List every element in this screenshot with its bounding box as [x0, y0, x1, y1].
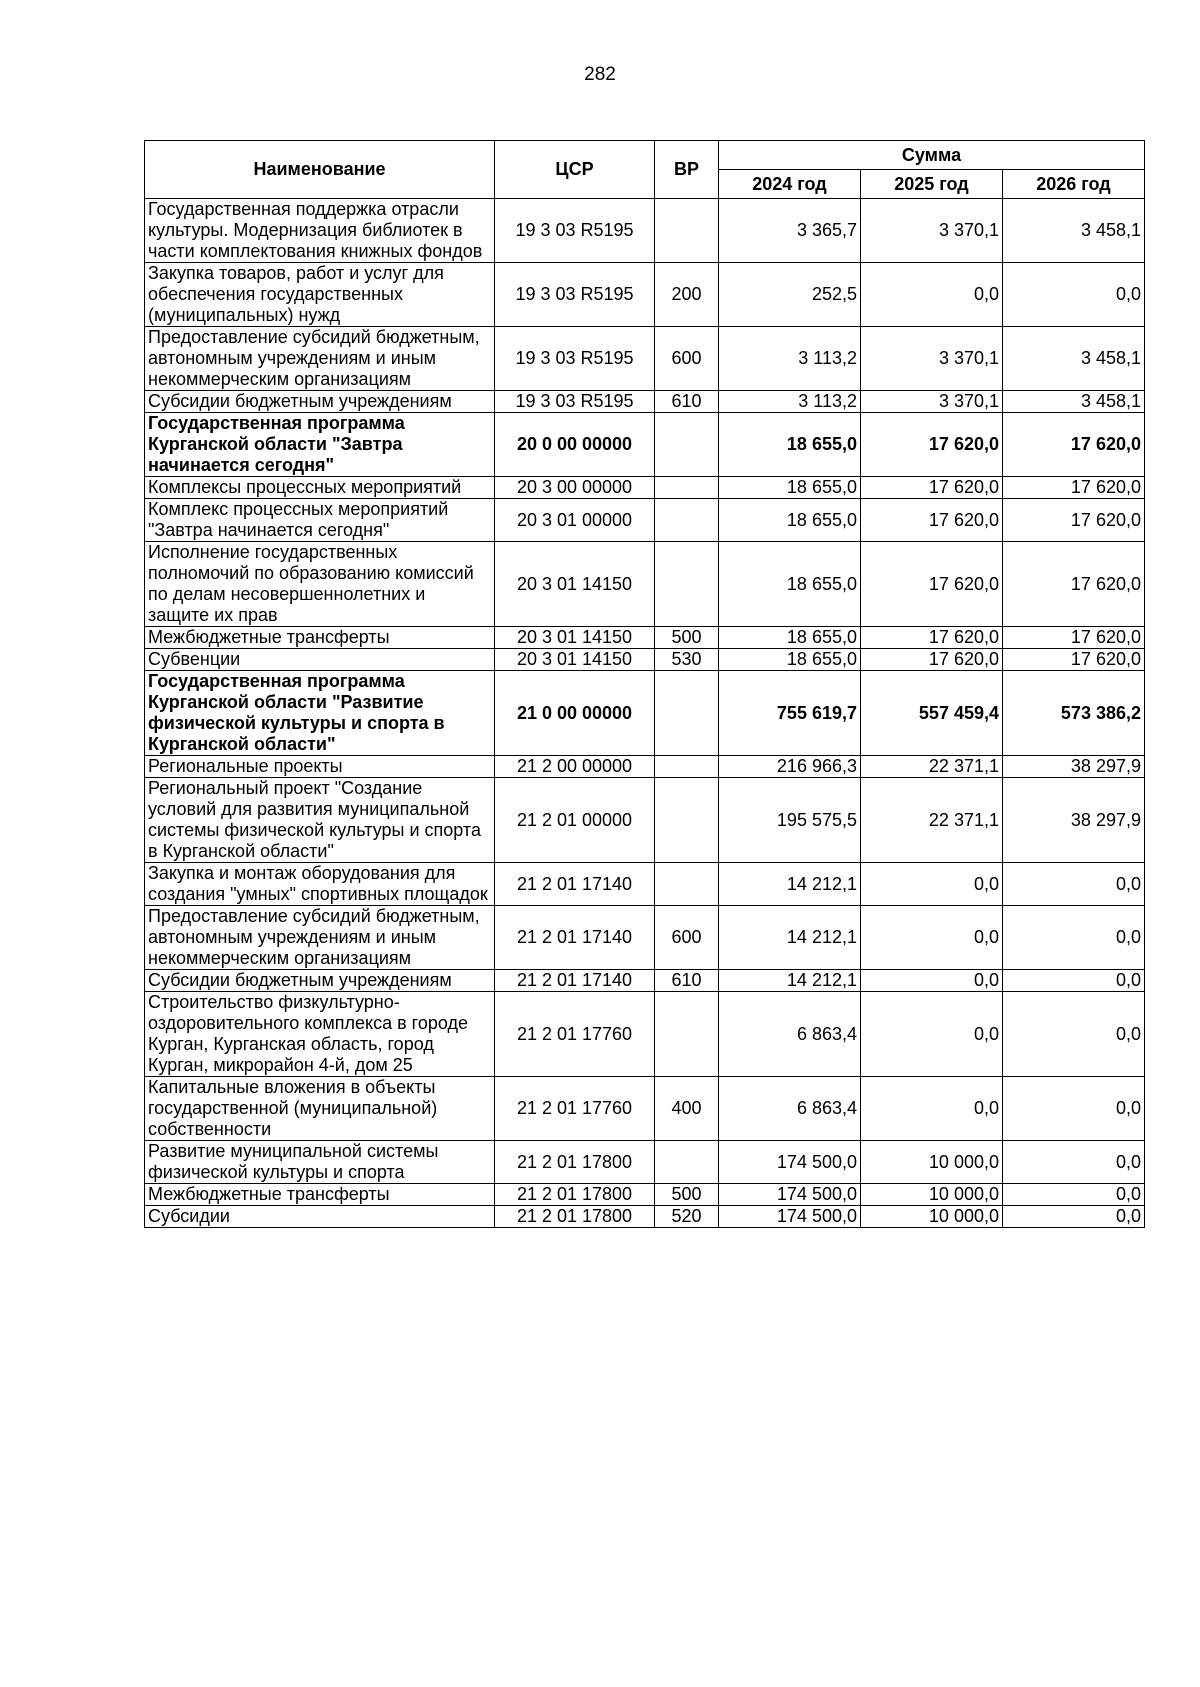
row-vr-cell — [655, 778, 719, 863]
row-csr-cell: 21 2 01 17760 — [495, 1077, 655, 1141]
row-name-cell: Субсидии бюджетным учреждениям — [145, 391, 495, 413]
row-name-cell: Государственная программа Курганской области "Развитие физической культуры и спорта в Курганской области" — [145, 671, 495, 756]
row-name-cell: Комплекс процессных мероприятий "Завтра начинается сегодня" — [145, 499, 495, 542]
row-name-cell: Региональный проект "Создание условий для развития муниципальной системы физической культуры и спорта в Курганской области" — [145, 778, 495, 863]
row-csr-cell: 19 3 03 R5195 — [495, 199, 655, 263]
table-row — [145, 542, 1145, 627]
row-2024-cell: 174 500,0 — [719, 1206, 861, 1228]
row-2024-cell: 195 575,5 — [719, 778, 861, 863]
row-2026-cell: 0,0 — [1003, 863, 1145, 906]
table-row — [145, 649, 1145, 671]
row-2024-cell: 6 863,4 — [719, 992, 861, 1077]
row-vr-cell: 530 — [655, 649, 719, 671]
row-2025-cell: 3 370,1 — [861, 391, 1003, 413]
row-2025-cell: 10 000,0 — [861, 1141, 1003, 1184]
row-2026-cell: 0,0 — [1003, 263, 1145, 327]
row-2025-cell: 10 000,0 — [861, 1184, 1003, 1206]
row-csr-cell: 21 2 00 00000 — [495, 756, 655, 778]
row-2024-cell: 18 655,0 — [719, 649, 861, 671]
row-csr-cell: 20 3 01 14150 — [495, 649, 655, 671]
row-2025-cell: 3 370,1 — [861, 327, 1003, 391]
row-2026-cell: 0,0 — [1003, 1206, 1145, 1228]
row-csr-cell: 20 0 00 00000 — [495, 413, 655, 477]
row-2024-cell: 252,5 — [719, 263, 861, 327]
table-row — [145, 499, 1145, 542]
header-sum: Сумма — [719, 141, 1145, 170]
row-2024-cell: 14 212,1 — [719, 906, 861, 970]
row-csr-cell: 21 2 01 17800 — [495, 1206, 655, 1228]
row-2026-cell: 17 620,0 — [1003, 542, 1145, 627]
table-row — [145, 671, 1145, 756]
table-row — [145, 992, 1145, 1077]
row-2025-cell: 0,0 — [861, 863, 1003, 906]
row-csr-cell: 20 3 01 14150 — [495, 542, 655, 627]
row-2026-cell: 17 620,0 — [1003, 627, 1145, 649]
row-2025-cell: 0,0 — [861, 263, 1003, 327]
row-2025-cell: 0,0 — [861, 1077, 1003, 1141]
row-vr-cell: 200 — [655, 263, 719, 327]
row-2026-cell: 0,0 — [1003, 1184, 1145, 1206]
row-2024-cell: 18 655,0 — [719, 627, 861, 649]
row-csr-cell: 21 2 01 17800 — [495, 1184, 655, 1206]
table-row — [145, 863, 1145, 906]
row-csr-cell: 20 3 01 14150 — [495, 627, 655, 649]
row-name-cell: Государственная поддержка отрасли культуры. Модернизация библиотек в части комплектования книжных фондов — [145, 199, 495, 263]
table-row — [145, 391, 1145, 413]
row-name-cell: Межбюджетные трансферты — [145, 627, 495, 649]
header-name: Наименование — [145, 141, 495, 199]
row-2026-cell: 17 620,0 — [1003, 499, 1145, 542]
row-vr-cell — [655, 477, 719, 499]
row-2026-cell: 573 386,2 — [1003, 671, 1145, 756]
table-header — [145, 141, 1145, 199]
row-2025-cell: 22 371,1 — [861, 756, 1003, 778]
table-row — [145, 970, 1145, 992]
row-name-cell: Субвенции — [145, 649, 495, 671]
row-name-cell: Межбюджетные трансферты — [145, 1184, 495, 1206]
row-2024-cell: 755 619,7 — [719, 671, 861, 756]
row-2025-cell: 17 620,0 — [861, 542, 1003, 627]
header-vr: ВР — [655, 141, 719, 199]
row-2024-cell: 6 863,4 — [719, 1077, 861, 1141]
row-2024-cell: 18 655,0 — [719, 477, 861, 499]
row-2024-cell: 14 212,1 — [719, 863, 861, 906]
row-2026-cell: 0,0 — [1003, 906, 1145, 970]
row-2026-cell: 3 458,1 — [1003, 391, 1145, 413]
row-vr-cell: 500 — [655, 627, 719, 649]
row-name-cell: Субсидии — [145, 1206, 495, 1228]
row-2025-cell: 0,0 — [861, 992, 1003, 1077]
row-csr-cell: 19 3 03 R5195 — [495, 391, 655, 413]
row-2026-cell: 3 458,1 — [1003, 199, 1145, 263]
row-2024-cell: 18 655,0 — [719, 413, 861, 477]
row-2024-cell: 216 966,3 — [719, 756, 861, 778]
row-vr-cell — [655, 542, 719, 627]
row-2026-cell: 0,0 — [1003, 970, 1145, 992]
row-2025-cell: 557 459,4 — [861, 671, 1003, 756]
row-name-cell: Закупка товаров, работ и услуг для обеспечения государственных (муниципальных) нужд — [145, 263, 495, 327]
header-2026: 2026 год — [1003, 170, 1145, 199]
row-2024-cell: 18 655,0 — [719, 499, 861, 542]
row-vr-cell — [655, 863, 719, 906]
row-vr-cell — [655, 413, 719, 477]
row-2025-cell: 0,0 — [861, 906, 1003, 970]
row-csr-cell: 19 3 03 R5195 — [495, 263, 655, 327]
row-vr-cell — [655, 499, 719, 542]
row-vr-cell: 610 — [655, 391, 719, 413]
row-csr-cell: 21 2 01 17140 — [495, 970, 655, 992]
row-name-cell: Предоставление субсидий бюджетным, автономным учреждениям и иным некоммерческим организациям — [145, 906, 495, 970]
row-2026-cell: 17 620,0 — [1003, 413, 1145, 477]
row-vr-cell: 400 — [655, 1077, 719, 1141]
row-name-cell: Капитальные вложения в объекты государственной (муниципальной) собственности — [145, 1077, 495, 1141]
row-csr-cell: 19 3 03 R5195 — [495, 327, 655, 391]
table-row — [145, 906, 1145, 970]
row-2026-cell: 0,0 — [1003, 1141, 1145, 1184]
header-2025: 2025 год — [861, 170, 1003, 199]
row-vr-cell — [655, 671, 719, 756]
row-2025-cell: 17 620,0 — [861, 649, 1003, 671]
row-2024-cell: 174 500,0 — [719, 1141, 861, 1184]
table-row — [145, 199, 1145, 263]
row-2026-cell: 17 620,0 — [1003, 649, 1145, 671]
row-2025-cell: 10 000,0 — [861, 1206, 1003, 1228]
row-2024-cell: 18 655,0 — [719, 542, 861, 627]
row-name-cell: Региональные проекты — [145, 756, 495, 778]
row-2026-cell: 38 297,9 — [1003, 778, 1145, 863]
table-row — [145, 1141, 1145, 1184]
row-2026-cell: 0,0 — [1003, 992, 1145, 1077]
table-body — [145, 199, 1145, 1228]
table-row — [145, 756, 1145, 778]
row-2026-cell: 17 620,0 — [1003, 477, 1145, 499]
row-2025-cell: 17 620,0 — [861, 413, 1003, 477]
budget-table — [144, 140, 1145, 1228]
row-vr-cell: 500 — [655, 1184, 719, 1206]
row-2024-cell: 3 113,2 — [719, 327, 861, 391]
row-vr-cell: 600 — [655, 327, 719, 391]
row-2026-cell: 0,0 — [1003, 1077, 1145, 1141]
row-vr-cell: 600 — [655, 906, 719, 970]
row-vr-cell: 610 — [655, 970, 719, 992]
row-csr-cell: 20 3 01 00000 — [495, 499, 655, 542]
row-csr-cell: 21 2 01 17140 — [495, 906, 655, 970]
row-2026-cell: 38 297,9 — [1003, 756, 1145, 778]
table-row — [145, 1077, 1145, 1141]
table-row — [145, 1184, 1145, 1206]
row-2025-cell: 22 371,1 — [861, 778, 1003, 863]
row-name-cell: Исполнение государственных полномочий по образованию комиссий по делам несовершеннолетних и защите их прав — [145, 542, 495, 627]
row-csr-cell: 21 2 01 00000 — [495, 778, 655, 863]
row-2025-cell: 3 370,1 — [861, 199, 1003, 263]
row-2024-cell: 174 500,0 — [719, 1184, 861, 1206]
row-vr-cell — [655, 1141, 719, 1184]
row-vr-cell — [655, 199, 719, 263]
table-row — [145, 413, 1145, 477]
table-row — [145, 477, 1145, 499]
row-2024-cell: 3 113,2 — [719, 391, 861, 413]
table-row — [145, 327, 1145, 391]
row-csr-cell: 20 3 00 00000 — [495, 477, 655, 499]
row-vr-cell: 520 — [655, 1206, 719, 1228]
row-csr-cell: 21 2 01 17140 — [495, 863, 655, 906]
row-name-cell: Государственная программа Курганской области "Завтра начинается сегодня" — [145, 413, 495, 477]
header-csr: ЦСР — [495, 141, 655, 199]
row-csr-cell: 21 2 01 17800 — [495, 1141, 655, 1184]
row-2024-cell: 14 212,1 — [719, 970, 861, 992]
page-number: 282 — [584, 64, 616, 85]
row-2025-cell: 17 620,0 — [861, 627, 1003, 649]
row-name-cell: Комплексы процессных мероприятий — [145, 477, 495, 499]
row-name-cell: Предоставление субсидий бюджетным, автономным учреждениям и иным некоммерческим организациям — [145, 327, 495, 391]
row-2025-cell: 17 620,0 — [861, 477, 1003, 499]
row-2024-cell: 3 365,7 — [719, 199, 861, 263]
row-vr-cell — [655, 992, 719, 1077]
row-2026-cell: 3 458,1 — [1003, 327, 1145, 391]
row-vr-cell — [655, 756, 719, 778]
row-name-cell: Закупка и монтаж оборудования для создания "умных" спортивных площадок — [145, 863, 495, 906]
table-row — [145, 778, 1145, 863]
row-csr-cell: 21 2 01 17760 — [495, 992, 655, 1077]
row-2025-cell: 17 620,0 — [861, 499, 1003, 542]
row-2025-cell: 0,0 — [861, 970, 1003, 992]
row-name-cell: Субсидии бюджетным учреждениям — [145, 970, 495, 992]
table-row — [145, 627, 1145, 649]
row-name-cell: Строительство физкультурно-оздоровительного комплекса в городе Курган, Курганская область, город Курган, микрорайон 4-й, дом 25 — [145, 992, 495, 1077]
row-csr-cell: 21 0 00 00000 — [495, 671, 655, 756]
table-row — [145, 263, 1145, 327]
header-2024: 2024 год — [719, 170, 861, 199]
row-name-cell: Развитие муниципальной системы физической культуры и спорта — [145, 1141, 495, 1184]
table-row — [145, 1206, 1145, 1228]
